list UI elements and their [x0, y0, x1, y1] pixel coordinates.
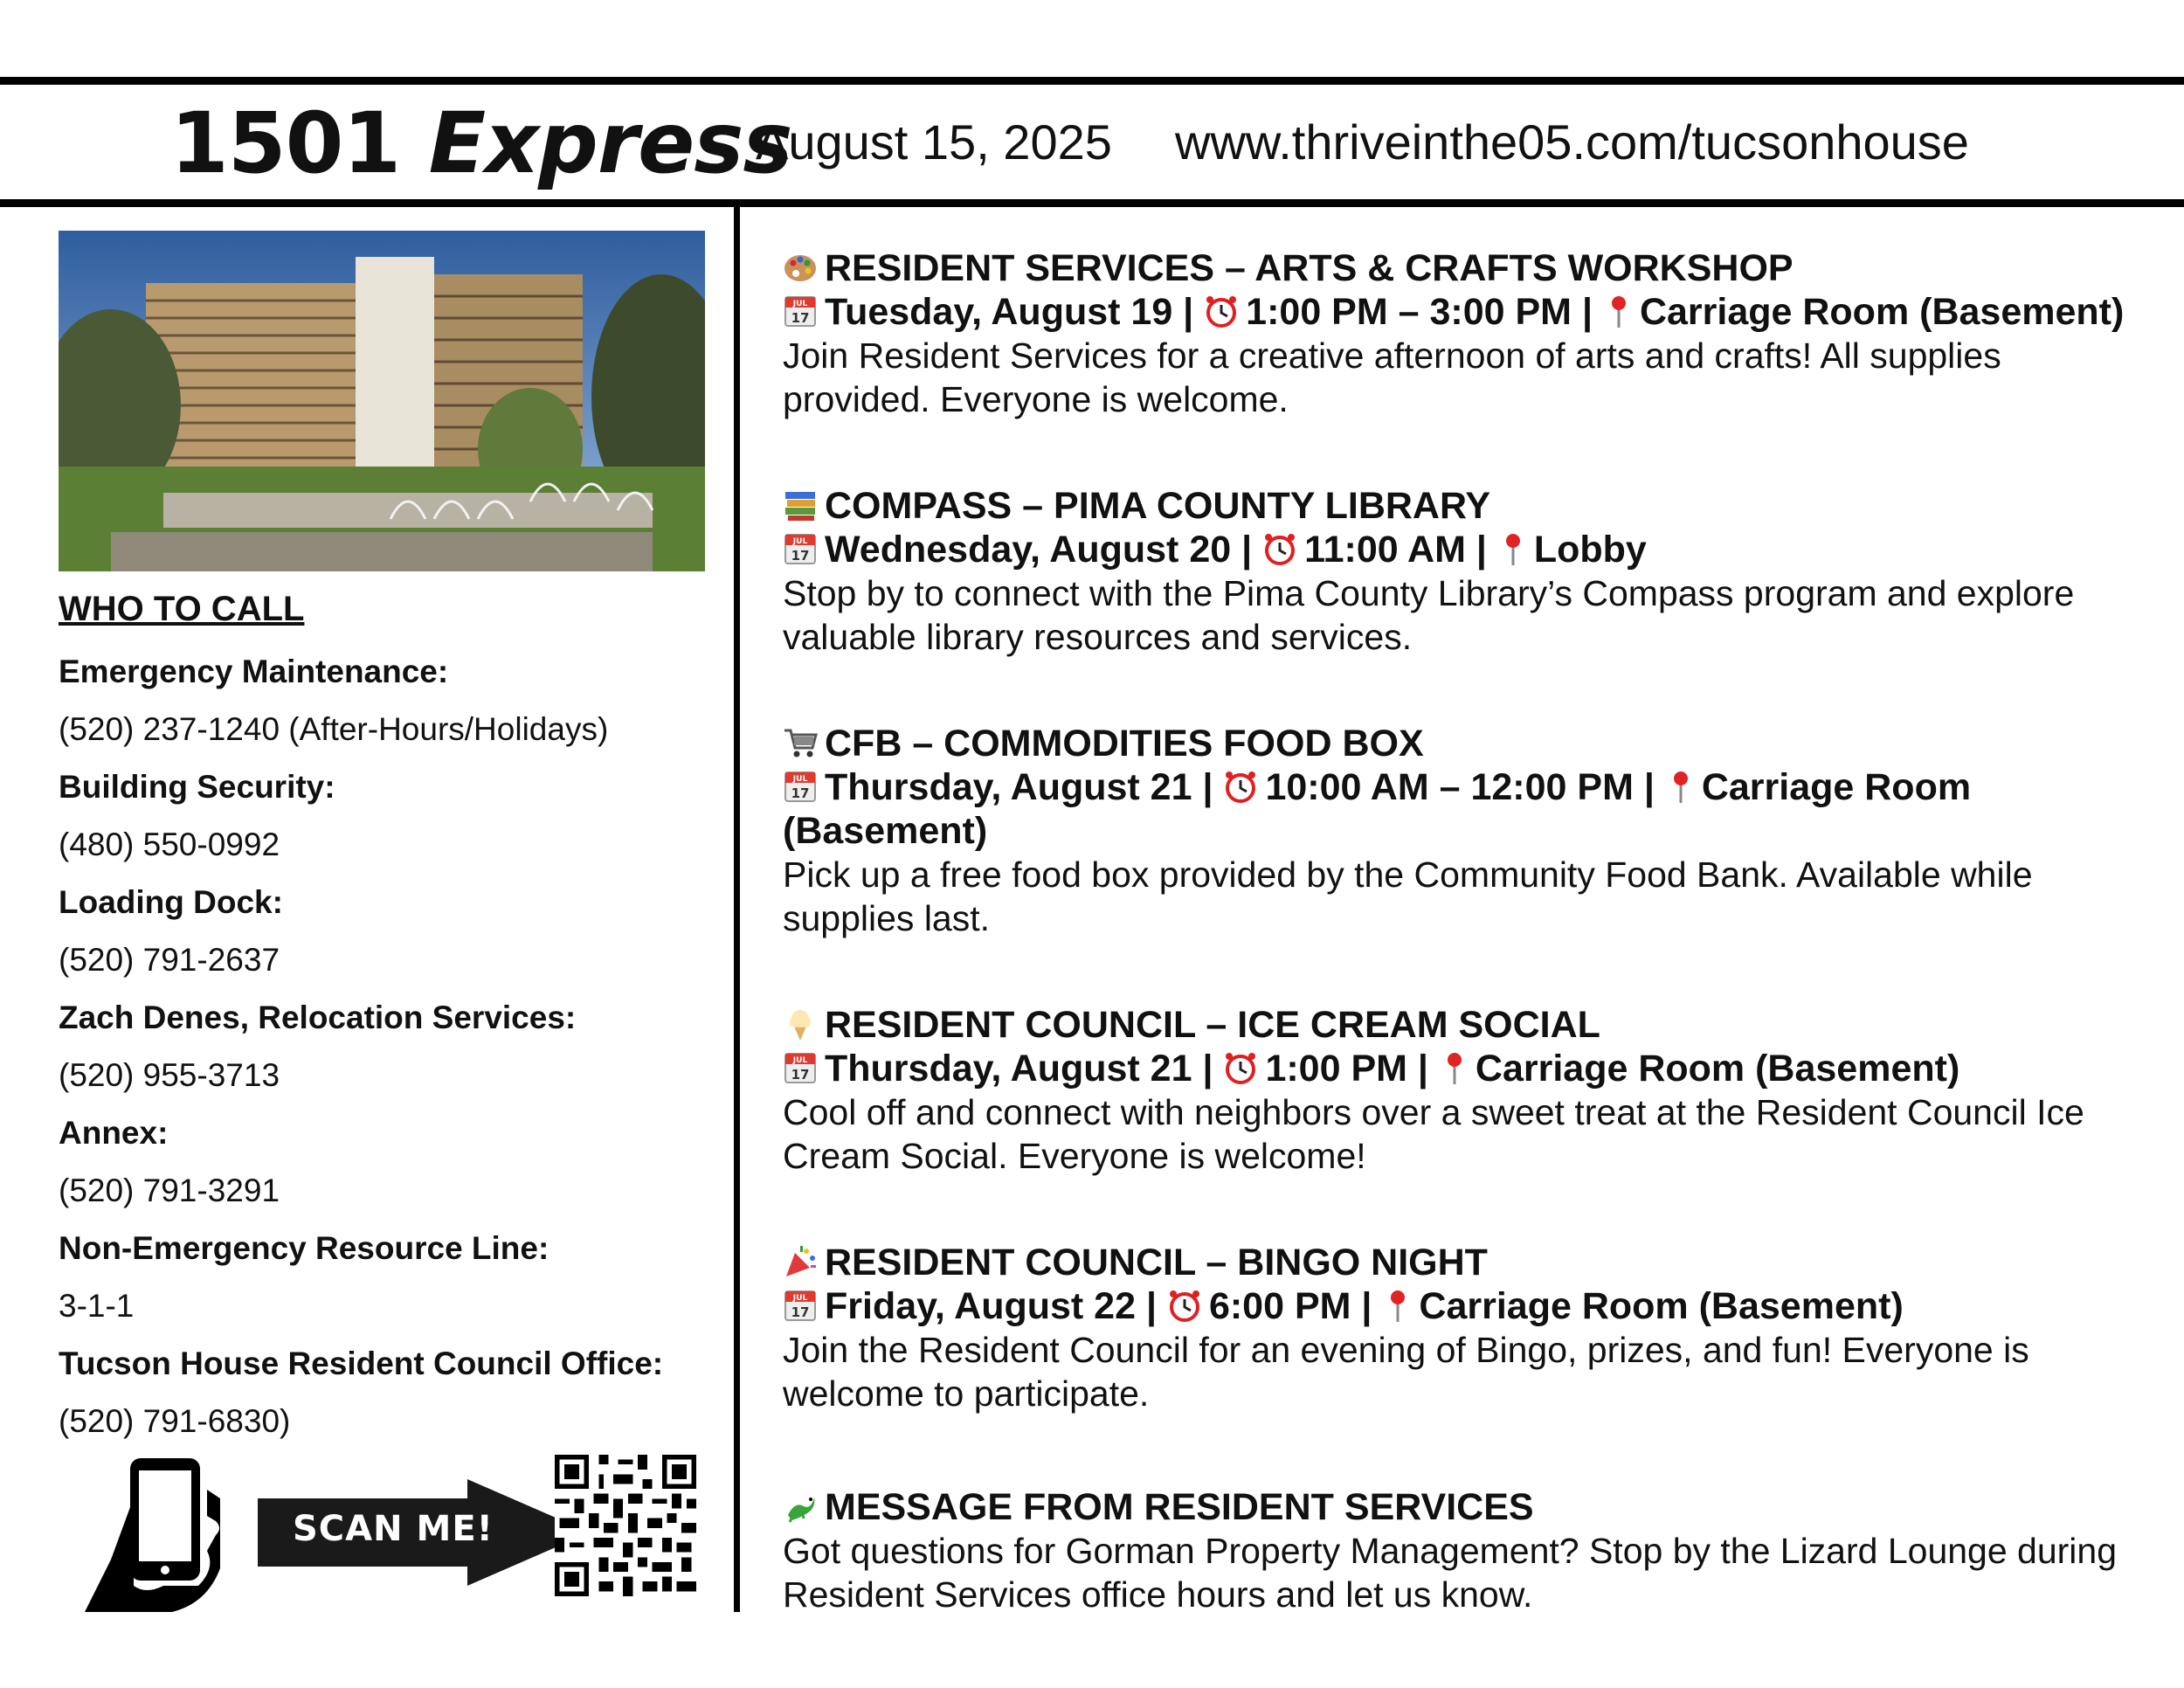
title-number: 1501	[170, 94, 401, 192]
message-title-text: MESSAGE FROM RESIDENT SERVICES	[825, 1486, 1534, 1528]
event-title-text: RESIDENT COUNCIL – ICE CREAM SOCIAL	[825, 1004, 1600, 1046]
svg-text:17: 17	[791, 1067, 810, 1083]
phone-in-hand-icon	[76, 1455, 225, 1612]
event-description: Pick up a free food box provided by the Community Food Bank. Available while supplies last.	[783, 854, 2033, 938]
contact-label: Tucson House Resident Council Office:	[59, 1346, 664, 1381]
event-time: 11:00 AM |	[1304, 529, 1487, 571]
svg-text:JUL: JUL	[792, 1294, 808, 1303]
calendar-icon	[783, 531, 818, 566]
contact-phone[interactable]: (520) 791-2637	[59, 942, 280, 978]
svg-text:17: 17	[791, 1304, 810, 1320]
contact-phone[interactable]: (480) 550-0992	[59, 827, 280, 862]
pin-icon	[1603, 294, 1635, 329]
event-title	[783, 1241, 2146, 1284]
event-day: Friday, August 22 |	[825, 1285, 1157, 1327]
scan-me-label: SCAN ME!	[293, 1509, 494, 1549]
event-title-text: RESIDENT SERVICES – ARTS & CRAFTS WORKSHOP	[825, 247, 1794, 289]
event-item	[783, 246, 2146, 484]
pin-icon	[1497, 532, 1529, 567]
event-schedule	[783, 1047, 2146, 1090]
shopping-cart-icon	[783, 725, 818, 760]
masthead-bottom-rule	[0, 199, 2184, 207]
ice-cream-icon	[783, 1007, 818, 1041]
contact-label: Zach Denes, Relocation Services:	[59, 1000, 577, 1035]
newsletter-title	[170, 94, 792, 192]
pin-icon	[1665, 770, 1697, 805]
event-title	[783, 1003, 2146, 1047]
event-description: Cool off and connect with neighbors over a sweet treat at the Resident Council Ice Cream Social. Everyone is welcome!	[783, 1092, 2084, 1176]
contact-label: Emergency Maintenance:	[59, 654, 449, 689]
svg-text:17: 17	[791, 785, 810, 801]
alarm-clock-icon	[1223, 769, 1258, 804]
alarm-clock-icon	[1167, 1288, 1202, 1323]
event-description: Stop by to connect with the Pima County Library’s Compass program and explore valuable library resources and services.	[783, 573, 2075, 657]
contact-phone[interactable]: (520) 237-1240 (After-Hours/Holidays)	[59, 711, 609, 747]
contact-phone[interactable]: (520) 955-3713	[59, 1057, 280, 1093]
party-popper-icon	[783, 1244, 818, 1279]
qr-code-icon[interactable]	[555, 1455, 696, 1596]
event-title-text: COMPASS – PIMA COUNTY LIBRARY	[825, 485, 1491, 527]
calendar-icon	[783, 294, 818, 329]
event-item	[783, 1241, 2146, 1478]
pin-icon	[1382, 1289, 1413, 1324]
message-title	[783, 1485, 2146, 1529]
contact-phone[interactable]: 3-1-1	[59, 1288, 135, 1324]
event-location: Carriage Room (Basement)	[1639, 291, 2125, 333]
event-location: Carriage Room (Basement)	[783, 766, 1972, 852]
event-title	[783, 246, 2146, 290]
event-day: Tuesday, August 19 |	[825, 291, 1194, 333]
building-photo	[59, 231, 705, 571]
books-icon	[783, 488, 818, 522]
column-divider	[734, 207, 740, 1612]
contact-phone[interactable]: (520) 791-3291	[59, 1173, 280, 1208]
svg-text:JUL: JUL	[792, 775, 808, 784]
event-description: Join Resident Services for a creative afternoon of arts and crafts! All supplies provided. Everyone is welcome.	[783, 336, 2001, 419]
event-title	[783, 484, 2146, 528]
events-column	[783, 246, 2146, 1616]
event-day: Thursday, August 21 |	[825, 1048, 1213, 1090]
contact-label: Annex:	[59, 1115, 169, 1151]
calendar-icon	[783, 769, 818, 804]
event-day: Thursday, August 21 |	[825, 766, 1213, 808]
website-link[interactable]: www.thriveinthe05.com/tucsonhouse	[1175, 114, 1969, 169]
alarm-clock-icon	[1204, 294, 1239, 329]
event-item	[783, 484, 2146, 722]
svg-text:17: 17	[791, 548, 810, 564]
event-description: Join the Resident Council for an evening of Bingo, prizes, and fun! Everyone is welcome to participate.	[783, 1330, 2029, 1414]
alarm-clock-icon	[1262, 531, 1297, 566]
calendar-icon	[783, 1050, 818, 1085]
event-schedule	[783, 290, 2146, 334]
svg-text:JUL: JUL	[792, 300, 808, 308]
event-title-text: CFB – COMMODITIES FOOD BOX	[825, 723, 1424, 764]
top-rule	[0, 77, 2184, 85]
contact-label: Building Security:	[59, 769, 335, 805]
event-time: 1:00 PM – 3:00 PM |	[1246, 291, 1593, 333]
contact-label: Non-Emergency Resource Line:	[59, 1230, 549, 1266]
message-section	[783, 1485, 2146, 1616]
palette-icon	[783, 250, 818, 285]
title-word: Express	[428, 94, 792, 192]
svg-text:17: 17	[791, 310, 810, 326]
alarm-clock-icon	[1223, 1050, 1258, 1085]
event-time: 6:00 PM |	[1208, 1285, 1372, 1327]
pin-icon	[1439, 1051, 1470, 1086]
event-time: 1:00 PM |	[1265, 1048, 1428, 1090]
who-to-call-heading: WHO TO CALL	[59, 590, 305, 628]
calendar-icon	[783, 1288, 818, 1323]
event-time: 10:00 AM – 12:00 PM |	[1265, 766, 1655, 808]
who-to-call-section	[59, 590, 722, 1458]
svg-text:JUL: JUL	[792, 1056, 808, 1065]
lizard-icon	[783, 1489, 818, 1524]
event-day: Wednesday, August 20 |	[825, 529, 1253, 571]
issue-date: August 15, 2025	[756, 114, 1112, 169]
scan-banner	[59, 1446, 722, 1612]
contact-label: Loading Dock:	[59, 884, 283, 920]
event-title-text: RESIDENT COUNCIL – BINGO NIGHT	[825, 1242, 1488, 1283]
event-schedule	[783, 1284, 2146, 1328]
contact-phone[interactable]: (520) 791-6830)	[59, 1403, 291, 1439]
event-location: Carriage Room (Basement)	[1475, 1048, 1960, 1090]
event-schedule	[783, 765, 2146, 853]
event-item	[783, 722, 2146, 1003]
event-title	[783, 722, 2146, 765]
event-schedule	[783, 528, 2146, 571]
event-location: Carriage Room (Basement)	[1419, 1285, 1904, 1327]
svg-text:JUL: JUL	[792, 537, 808, 546]
event-location: Lobby	[1533, 529, 1647, 571]
event-item	[783, 1003, 2146, 1241]
message-body: Got questions for Gorman Property Management? Stop by the Lizard Lounge during Resident Services office hours and let us know.	[783, 1531, 2118, 1615]
